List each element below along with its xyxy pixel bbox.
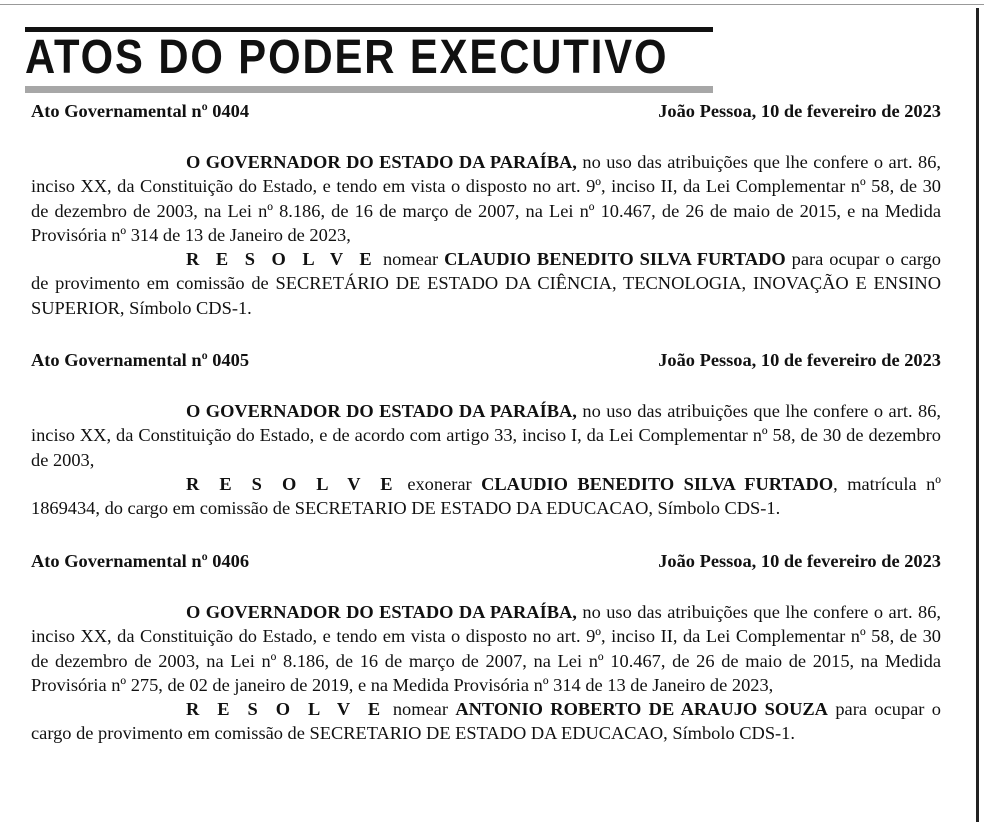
act-action: nomear <box>385 699 456 720</box>
act-rest: para ocupar o cargo de provimento em comissão de SECRETARIO DE ESTADO DA EDUCACAO, Símbolo CDS-1. <box>31 699 942 744</box>
act-subject: O GOVERNADOR DO ESTADO DA PARAÍBA, <box>186 152 577 172</box>
act-number: Ato Governamental nº 0404 <box>31 101 250 121</box>
act-number: Ato Governamental nº 0405 <box>31 350 250 370</box>
act-date: João Pessoa, 10 de fevereiro de 2023 <box>658 350 941 370</box>
act-rest: , matrícula nº 1869434, do cargo em comissão de SECRETARIO DE ESTADO DA EDUCACAO, Símbolo CDS-1. <box>31 473 941 519</box>
act-body <box>31 600 941 746</box>
act-person: CLAUDIO BENEDITO SILVA FURTADO <box>444 249 786 270</box>
act-0406 <box>31 551 941 746</box>
page-title: ATOS DO PODER EXECUTIVO <box>25 31 669 84</box>
act-action: exonerar <box>397 473 482 494</box>
act-date: João Pessoa, 10 de fevereiro de 2023 <box>658 551 941 571</box>
act-0405 <box>31 350 941 520</box>
act-person: ANTONIO ROBERTO DE ARAUJO SOUZA <box>455 699 828 720</box>
top-border <box>0 4 984 5</box>
act-preamble: no uso das atribuições que lhe confere o art. 86, inciso XX, da Constituição do Estado, e tendo em vista o disposto no art. 9º, inciso II, da Lei Complementar nº 58, de 30 de dezembro de 2003, na Lei nº 8.186, de 16 de março de 2007, na Lei nº 10.467, de 26 de maio de 2015, na Medida Provisória nº 275, de 02 de janeiro de 2019, e na Medida Provisória nº 314 de 13 de Janeiro de 2023, <box>31 602 941 695</box>
masthead-bottom-bar <box>25 86 713 93</box>
act-subject: O GOVERNADOR DO ESTADO DA PARAÍBA, <box>186 401 577 421</box>
column-rule <box>976 8 979 822</box>
act-preamble: no uso das atribuições que lhe confere o art. 86, inciso XX, da Constituição do Estado, e de acordo com artigo 33, inciso I, da Lei Complementar nº 58, de 30 de dezembro de 2003, <box>31 401 941 470</box>
act-resolve: R E S O L V E <box>186 699 386 720</box>
act-action: nomear <box>376 249 445 270</box>
act-0404 <box>31 101 941 320</box>
act-rest: para ocupar o cargo de provimento em comissão de SECRETÁRIO DE ESTADO DA CIÊNCIA, TECNOLOGIA, INOVAÇÃO E ENSINO SUPERIOR, Símbolo CDS-1. <box>31 249 941 318</box>
act-body <box>31 150 941 320</box>
act-subject: O GOVERNADOR DO ESTADO DA PARAÍBA, <box>186 602 577 622</box>
act-header <box>31 101 941 127</box>
act-date: João Pessoa, 10 de fevereiro de 2023 <box>658 101 941 121</box>
act-preamble: no uso das atribuições que lhe confere o art. 86, inciso XX, da Constituição do Estado, e tendo em vista o disposto no art. 9º, inciso II, da Lei Complementar nº 58, de 30 de dezembro de 2003, na Lei nº 8.186, de 16 de março de 2007, na Lei nº 10.467, de 26 de maio de 2015, e na Medida Provisória nº 314 de 13 de Janeiro de 2023, <box>31 152 941 245</box>
act-header <box>31 350 941 376</box>
act-resolve: R E S O L V E <box>186 473 398 494</box>
act-body <box>31 399 941 520</box>
act-resolve: R E S O L V E <box>186 249 377 270</box>
masthead <box>25 27 713 93</box>
act-header <box>31 551 941 577</box>
act-number: Ato Governamental nº 0406 <box>31 551 250 571</box>
act-person: CLAUDIO BENEDITO SILVA FURTADO <box>481 473 834 494</box>
